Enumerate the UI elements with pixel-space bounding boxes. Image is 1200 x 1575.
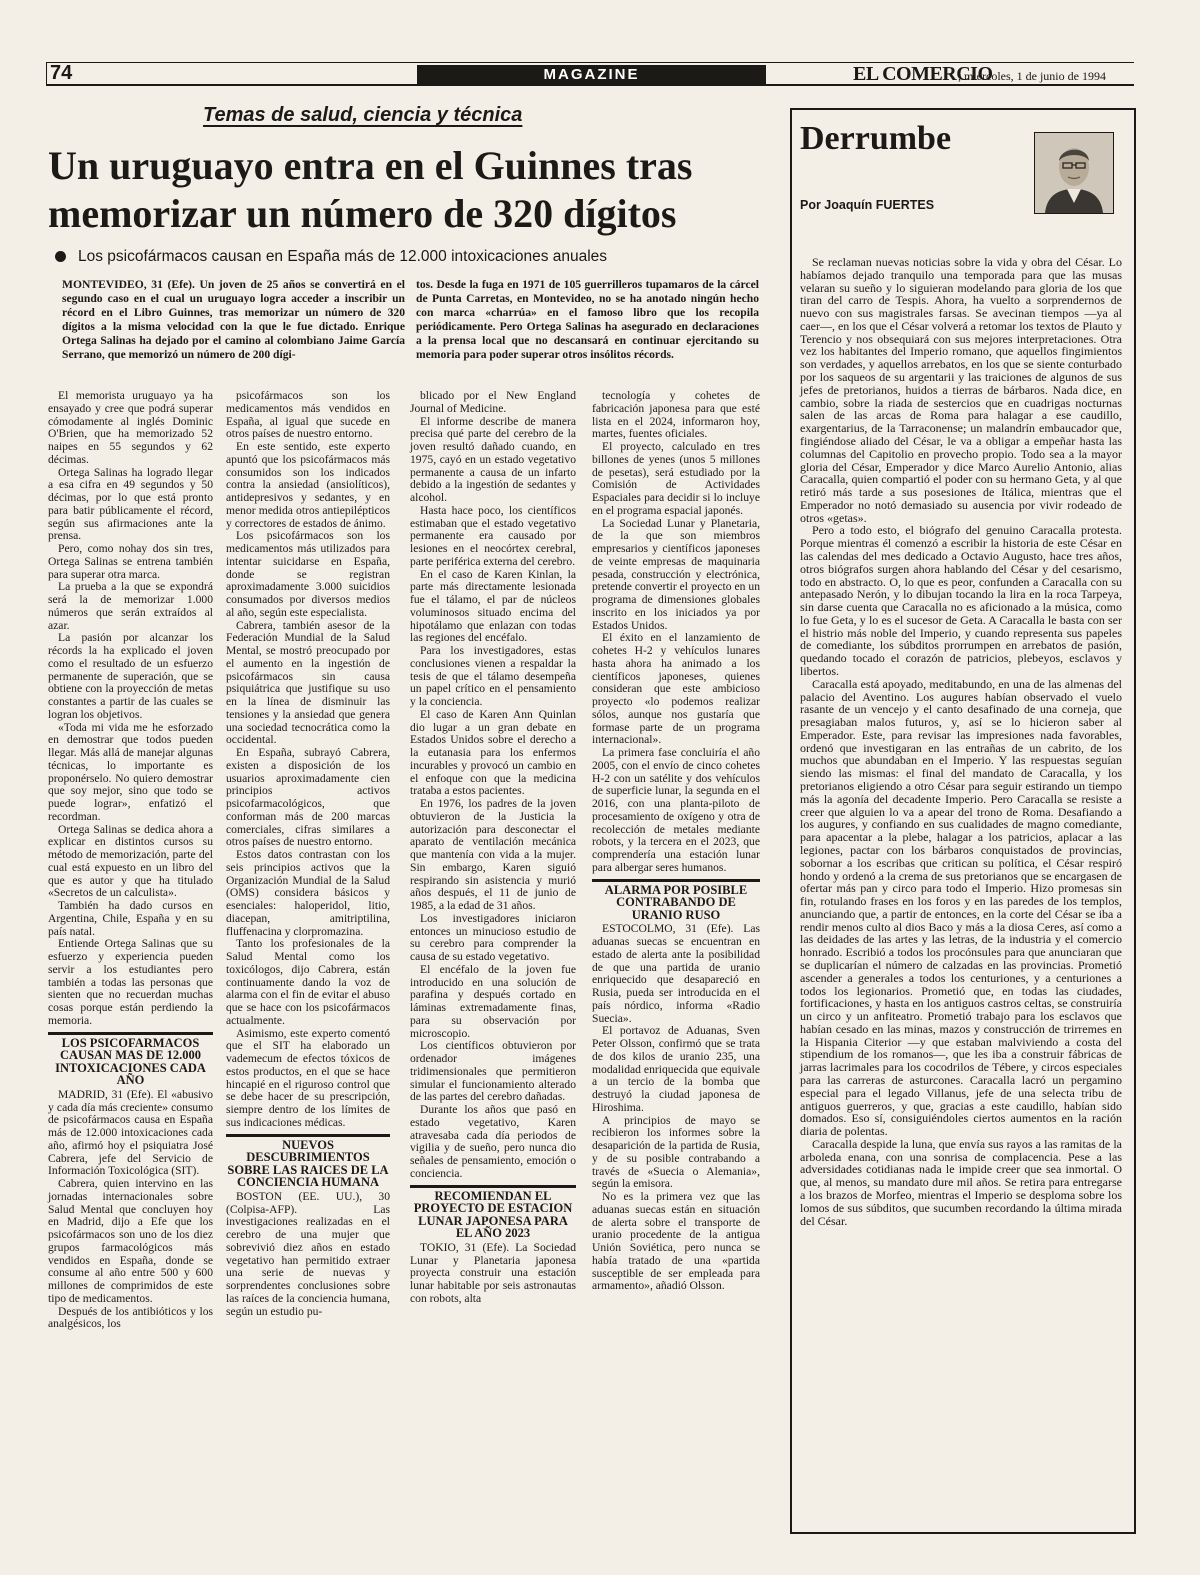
paragraph: En el caso de Karen Kinlan, la parte más directamente lesionada fue el tálamo, el par de núcleos voluminosos situado encima del hipotálamo que enlazan con todas las regiones del encéfalo.: [410, 567, 576, 645]
paragraph: La primera fase concluiría el año 2005, con el envío de cinco cohetes H-2 con un satélite y dos vehículos de superficie lunar, la segunda en el 2016, con una planta-piloto de procesamiento de oxígeno y otra de recolección de metales mediante robots, y la tercera en el 2023, que comprendería una estación lunar para albergar seres humanos.: [592, 746, 760, 874]
paragraph: Pero, como nohay dos sin tres, Ortega Salinas se entrena también para superar otra marca.: [48, 542, 213, 581]
paragraph: Caracalla despide la luna, que envía sus rayos a las ramitas de la arboleda enana, con una sonrisa de complacencia. Pese a las adversidades cotidianas nada le impide creer que sea inmortal. O que, al menos, su mandato dure mil años. Se retira para entregarse a los brazos de Morfeo, mientras el Imperio se desploma sobre los lomos de sus súbditos, que sucumben recordando la última mirada del César.: [800, 1136, 1122, 1228]
paragraph: Los científicos obtuvieron por ordenador imágenes tridimensionales que permitieron simular el funcionamiento alterado de las partes del cerebro dañadas.: [410, 1039, 576, 1104]
paragraph: En España, subrayó Cabrera, existen a disposición de los usuarios aproximadamente cien principios activos psicofarmacológicos, que conforman más de 200 marcas comerciales, cifras similares a otros países de nuestro entorno.: [226, 746, 390, 849]
paragraph: La pasión por alcanzar los récords la ha explicado el joven como el resultado de un esfuerzo permanente de superación, que se obtiene con la proyección de metas constantes a partir de las cuales se logran los objetivos.: [48, 631, 213, 721]
author-photo-icon: [1035, 133, 1113, 213]
page-number: 74: [50, 62, 73, 84]
paragraph: La prueba a la que se expondrá será la de memorizar 1.000 números que serán extraídos al azar.: [48, 580, 213, 632]
paragraph: Los psicofármacos son los medicamentos más utilizados para intentar suicidarse en España, donde se registran aproximadamente 3.000 suicidios consumados por diversos medios al año, según este especialista.: [226, 529, 390, 619]
paragraph: El caso de Karen Ann Quinlan dio lugar a un gran debate en Estados Unidos sobre el derecho a la eutanasia para los enfermos incurables y provocó un cambio en el enfoque con que la medicina trataba a estos pacientes.: [410, 707, 576, 798]
column-subhead: ALARMA POR POSIBLE CONTRABANDO DE URANIO RUSO: [592, 879, 760, 922]
subheadline-text: Los psicofármacos causan en España más de 12.000 intoxicaciones anuales: [78, 248, 608, 265]
column-subhead: RECOMIENDAN EL PROYECTO DE ESTACION LUNAR JAPONESA PARA EL AÑO 2023: [410, 1185, 576, 1240]
column-subhead: LOS PSICOFARMACOS CAUSAN MAS DE 12.000 INTOXICACIONES CADA AÑO: [48, 1032, 213, 1087]
paragraph: La Sociedad Lunar y Planetaria, de la que son miembros empresarios y científicos japoneses de veinte empresas de maquinaria pesada, construcción y electrónica, pretende convertir el proyecto en un programa de dimensiones globales inscrito en los iniciados ya por Estados Unidos.: [592, 516, 760, 632]
paragraph: blicado por el New England Journal of Medicine.: [410, 389, 576, 415]
author-portrait: [1034, 132, 1114, 214]
paragraph: A principios de mayo se recibieron los informes sobre la desaparición de la partida de Rusia, y de su posible contrabando a través de «Suecia o Alemania», según la emisora.: [592, 1113, 760, 1191]
paragraph: Después de los antibióticos y los analgésicos, los: [48, 1304, 213, 1331]
opinion-title: Derrumbe: [800, 120, 952, 157]
paragraph: Estos datos contrastan con los seis principios activos que la Organización Mundial de la Salud (OMS) considera básicos y esenciales: haloperidol, litio, diacepan, amitriptilina, fluffenacina y clorpromazina.: [226, 848, 390, 938]
kicker: Temas de salud, ciencia y técnica: [203, 104, 523, 126]
paragraph: Ortega Salinas ha logrado llegar a esa cifra en 49 segundos y 50 décimas, por lo que está pronto para batir públicamente el récord, según sus afirmaciones ante la prensa.: [48, 465, 213, 543]
paragraph: También ha dado cursos en Argentina, Chile, España y en su país natal.: [48, 899, 213, 938]
paragraph: Pero a todo esto, el biógrafo del genuino Caracalla protesta. Porque mientras él comenzó a escribir la historia de este César en las calendas del mes dedicado a Octavio Augusto, hace tres años, otros biógrafos surgen ahora hablando del César y del cesarismo, todo en abstracto. O, lo que es peor, confunden a Caracalla con su antepasado Nerón, y lo dibujan tocando la lira en la roca Tarpeya, sin darse cuenta que Caracalla no es aficionado a la música, como lo fue Geta, y lo es el sucesor de Geta. A Caracalla le basta con ser el histrio más noble del Imperio, y cuando representa sus papeles de comediante, los súbditos prorrumpen en arrebatos de pasión, quedando tocado el corazón de patricios, plebeyos, esclavos y libertos.: [800, 523, 1122, 678]
paragraph: BOSTON (EE. UU.), 30 (Colpisa-AFP). Las investigaciones realizadas en el cerebro de una mujer que sobrevivió diez años en estado vegetativo han permitido extraer una serie de nuevas y sorprendentes conclusiones sobre las raíces de la conciencia humana, según un estudio pu-: [226, 1189, 390, 1318]
paragraph: TOKIO, 31 (Efe). La Sociedad Lunar y Planetaria japonesa proyecta construir una estación lunar habitable por seis astronautas con robots, alta: [410, 1240, 576, 1305]
newspaper-masthead: EL COMERCIO: [853, 63, 993, 85]
paragraph: El encéfalo de la joven fue introducido en una solución de parafina y después cortado en láminas extremadamente finas, para su observación por microscopio.: [410, 962, 576, 1040]
paragraph: Hasta hace poco, los científicos estimaban que el estado vegetativo permanente era causado por lesiones en el neocórtex cerebral, parte periférica externa del cerebro.: [410, 503, 576, 568]
lead-paragraph-right: tos. Desde la fuga en 1971 de 105 guerrilleros tupamaros de la cárcel de Punta Carretas, en Montevideo, no se ha anotado ningún hecho con marca «charrúa» en el famoso libro que los recopila periódicamente. Pero Ortega Salinas ha asegurado en declaraciones a la prensa local que no descansará en continuar ejercitando su memoria para poder superar otros insólitos récords.: [416, 278, 759, 361]
paragraph: En 1976, los padres de la joven obtuvieron de la Justicia la autorización para desconectar el aparato de ventilación mecánica que mantenía con vida a la mujer. Sin embargo, Karen siguió respirando sin asistencia y murió años después, el 11 de junio de 1985, a la edad de 31 años.: [410, 797, 576, 912]
opinion-body: [800, 256, 1122, 1227]
paragraph: El informe describe de manera precisa qué parte del cerebro de la joven resultó dañado cuando, en 1975, cayó en un estado vegetativo permanente a causa de un infarto debido a la ingestión de sedantes y alcohol.: [410, 414, 576, 504]
paragraph: Tanto los profesionales de la Salud Mental como los toxicólogos, dijo Cabrera, están continuamente dando la voz de alarma con el fin de evitar el abuso que se hace con los psicofármacos actualmente.: [226, 937, 390, 1027]
bullet-icon: [55, 251, 66, 262]
paragraph: Entiende Ortega Salinas que su esfuerzo y experiencia pueden servir a los estudiantes pero también a todas las personas que sienten que no recuerdan muchas cosas porque están perdiendo la memoria.: [48, 937, 213, 1027]
paragraph: El memorista uruguayo ya ha ensayado y cree que podrá superar cómodamente al inglés Dominic O'Brien, que ha memorizado 52 naipes en 55 segundos y 62 décimas.: [48, 389, 213, 466]
section-label: MAGAZINE: [417, 65, 766, 85]
paragraph: Se reclaman nuevas noticias sobre la vida y obra del César. Lo habíamos dejado tranquilo una temporada para que las musas velaran su sueño y lo siguieran modelando para gloria de los que tiran del carro de Tespis. Ahora, ha vuelto a sorprendernos de nuevo con sus magistrales farsas. Se avecinan tiempos —ya al caer—, en los que el César volverá a retomar los textos de Plauto y Terencio y nos obsequiará con sus mejores interpretaciones. Otra vez los habitantes del Imperio romano, que aquellos fingimientos son verdades, y aquellos arrebatos, en los que se siente conturbado por los saqueos de su argentarii y las traiciones de algunos de sus jefes de pretorianos, huidos a tierras de bárbaros. Nada dice, en cambio, sobre la riada de sestercios que en cuadrigas nocturnas salen de las arcas de Roma para halagar a ese caudillo, exargentarius, de la Tarraconense; un malandrín embaucador que, fingiéndose aliado del César, le va a obligar a empeñar hasta las columnas del Capitolio en provecho propio. Todo sea a la mayor gloria del César, Emperador y dice Marco Aurelio Antonio, alias Caracalla, quien compartió el poder con su hermano Geta, y al que retiró más tarde a sus posesiones de Itálica, mientras que el Emperador no notó demasiado su ausencia por vivir rodeado de otros «getas».: [800, 255, 1122, 525]
opinion-byline: Por Joaquín FUERTES: [800, 198, 935, 212]
paragraph: psicofármacos son los medicamentos más vendidos en España, al igual que sucede en otros países de nuestro entorno.: [226, 389, 390, 441]
paragraph: No es la primera vez que las aduanas suecas están en situación de alerta sobre el transporte de uranio procedente de la antigua Unión Soviética, pero nunca se había tratado de una «partida susceptible de ser empleada para armamento», añadió Olsson.: [592, 1190, 760, 1293]
subheadline: [55, 248, 795, 266]
headline: Un uruguayo entra en el Guinnes tras memorizar un número de 320 dígitos: [48, 143, 693, 236]
paragraph: Cabrera, quien intervino en las jornadas internacionales sobre Salud Mental que concluyen hoy en Madrid, dijo a Efe que los psicofármacos son uno de los diez grupos farmacológicos más vendidos en España, donde se consume al año entre 500 y 600 millones de comprimidos de este tipo de medicamentos.: [48, 1177, 213, 1305]
paragraph: El proyecto, calculado en tres billones de yenes (unos 5 millones de pesetas), será estudiado por la Comisión de Actividades Espaciales para decidir si lo incluye en el programa espacial japonés.: [592, 440, 760, 517]
paragraph: Caracalla está apoyado, meditabundo, en una de las almenas del palacio del Aventino. Los augures habían observado el vuelo rasante de un vencejo y el canto desafinado de una corneja, que presagiaban malos futuros, y, así se lo hicieron saber al Emperador. Este, para revisar las impresiones nada favorables, ordenó que investigaran en las entrañas de un cabrito, de los muchos que abundaban en el Imperio. Y las respuestas seguían siendo las mismas: el final del mandato de Caracalla, y los pretorianos eligiendo a otro César para seguir estirando un tiempo más la agonía del decadente Imperio. Pero Caracalla se resiste a creer que alguien lo va a apear del trono de Roma. Desafiando a los augures, y confiando en sus cualidades de magno comediante, para apacentar a la plebe, halagar a los patricios, aplacar a las legiones, pactar con los bárbaros conquistados de provincias, sobornar a los escribas que critican su política, el César respiró hondo y ordenó a la crema de sus pretorianos que se encargasen de ofertar más pan y circo para todo el Imperio. Hizo promesas sin fin, rotulando frases en los foros y en las paredes de los templos, anunciando que, a partir de entonces, en la corte del César se iba a rendir menos culto al dios Baco y más a la diosa Ceres, así como a las deidades de las artes y las letras, de la industria y el comercio honrado. Escribió a todos los procónsules para que anunciaran que se duplicarían el número de calzadas en las provincias. Prometió ascender a generales a todos los centuriones, y a centuriones a todos los legionarios. Prometió que, en todas las ciudades, fortificaciones, y hasta en los antiguos castros celtas, se construiría un circo y un anfiteatro. Prometió trabajo para los esclavos que habían cesado en las minas, mazos y construcción de trirremes en la Hispania Citerior —y que estaban malviviendo a costa del stipendium de los romanos—, que les iba a construir fábricas de jarras lacrimales para los cocodrilos de Tébere, y circos especiales para las carreras de asturcones. Caracalla lacró un pergamino especial para el legado Villanus, jefe de una selecta tribu de antiguos guerreros, y que, gracias a este caudillo, habían sido domados. Eso sí, consiguiéndoles ciertos aumentos en la ración diaria de polentas.: [800, 676, 1122, 1139]
paragraph: El portavoz de Aduanas, Sven Peter Olsson, confirmó que se trata de dos kilos de uranio 235, una modalidad enriquecida que equivale a un tercio de la bomba que destruyó la ciudad japonesa de Hiroshima.: [592, 1024, 760, 1114]
paragraph: Cabrera, también asesor de la Federación Mundial de la Salud Mental, se mostró preocupado por el aumento en la ingestión de psicofármacos sin causa psiquiátrica que justifique su uso en la línea de disminuir las tensiones y la ansiedad que genera una sociedad tecnocrática como la occidental.: [226, 618, 390, 747]
paragraph: ESTOCOLMO, 31 (Efe). Las aduanas suecas se encuentran en estado de alerta ante la posibilidad de que una partida de uranio enriquecido que desapareció en Rusia, pueda ser introducida en el país nórdico, informa «Radio Suecia».: [592, 922, 760, 1025]
paragraph: «Toda mi vida me he esforzado en demostrar que todos pueden llegar. Más allá de manejar algunas técnicas, lo importante es proponérselo. No quiero demostrar que soy mejor, sino que todo se puede lograr», enfatizó el recordman.: [48, 720, 213, 823]
column-subhead: NUEVOS DESCUBRIMIENTOS SOBRE LAS RAICES DE LA CONCIENCIA HUMANA: [226, 1134, 390, 1189]
paragraph: Durante los años que pasó en estado vegetativo, Karen atravesaba cada día periodos de vigilia y de sueño, pero nunca dio señales de pensamiento, emoción o conciencia.: [410, 1103, 576, 1180]
paragraph: Los investigadores iniciaron entonces un minucioso estudio de su cerebro para comprender la causa de su estado vegetativo.: [410, 911, 576, 963]
lead-paragraph-left: MONTEVIDEO, 31 (Efe). Un joven de 25 años se convertirá en el segundo caso en el cual un uruguayo logra acceder a inscribir un récord en el Libro Guinnes, tras memorizar un número de 320 dígitos a la misma velocidad con la que le fue dictado. Enrique Ortega Salinas ha dejado por el camino al colombiano Jaime García Serrano, que memorizó un número de 200 dígi-: [62, 278, 405, 361]
paragraph: En este sentido, este experto apuntó que los psicofármacos más consumidos son los indicados contra la ansiedad (ansiolíticos), antidepresivos y sedantes, y en menor medida otros antiepilépticos y correctores de estados de ánimo.: [226, 440, 390, 530]
paragraph: MADRID, 31 (Efe). El «abusivo y cada día más creciente» consumo de psicofármacos causa en España más de 12.000 intoxicaciones cada año, afirmó hoy el psiquiatra José Cabrera, jefe del Servicio de Información Toxicológica (SIT).: [48, 1087, 213, 1178]
body-column-1: [48, 390, 213, 1331]
paragraph: Para los investigadores, estas conclusiones vienen a respaldar la tesis de que el tálamo desempeña un papel crítico en el pensamiento y la conciencia.: [410, 644, 576, 708]
body-column-2: [226, 390, 390, 1318]
paragraph: tecnología y cohetes de fabricación japonesa para que esté lista en el 2024, informaron hoy, martes, fuentes oficiales.: [592, 389, 760, 441]
issue-date: , miércoles, 1 de junio de 1994: [958, 69, 1106, 83]
paragraph: Asimismo, este experto comentó que el SIT ha elaborado un vademecum de efectos tóxicos de estos productos, en el que se hace hincapié en el riguroso control que se debe hacer de su prescripción, siempre dentro de los límites de sus indicaciones médicas.: [226, 1026, 390, 1129]
paragraph: Ortega Salinas se dedica ahora a explicar en distintos cursos su método de memorización, parte del cual está expuesto en un libro del que es autor y que ha titulado «Secretos de un calculista».: [48, 822, 213, 900]
paragraph: El éxito en el lanzamiento de cohetes H-2 y vehículos lunares hasta ahora ha animado a los científicos japoneses, quienes consideran que este ambicioso proyecto «lo podemos realizar sólos, aunque nos gustaría que formase parte de un programa internacional».: [592, 631, 760, 747]
body-column-4: [592, 390, 760, 1293]
body-column-3: [410, 390, 576, 1306]
